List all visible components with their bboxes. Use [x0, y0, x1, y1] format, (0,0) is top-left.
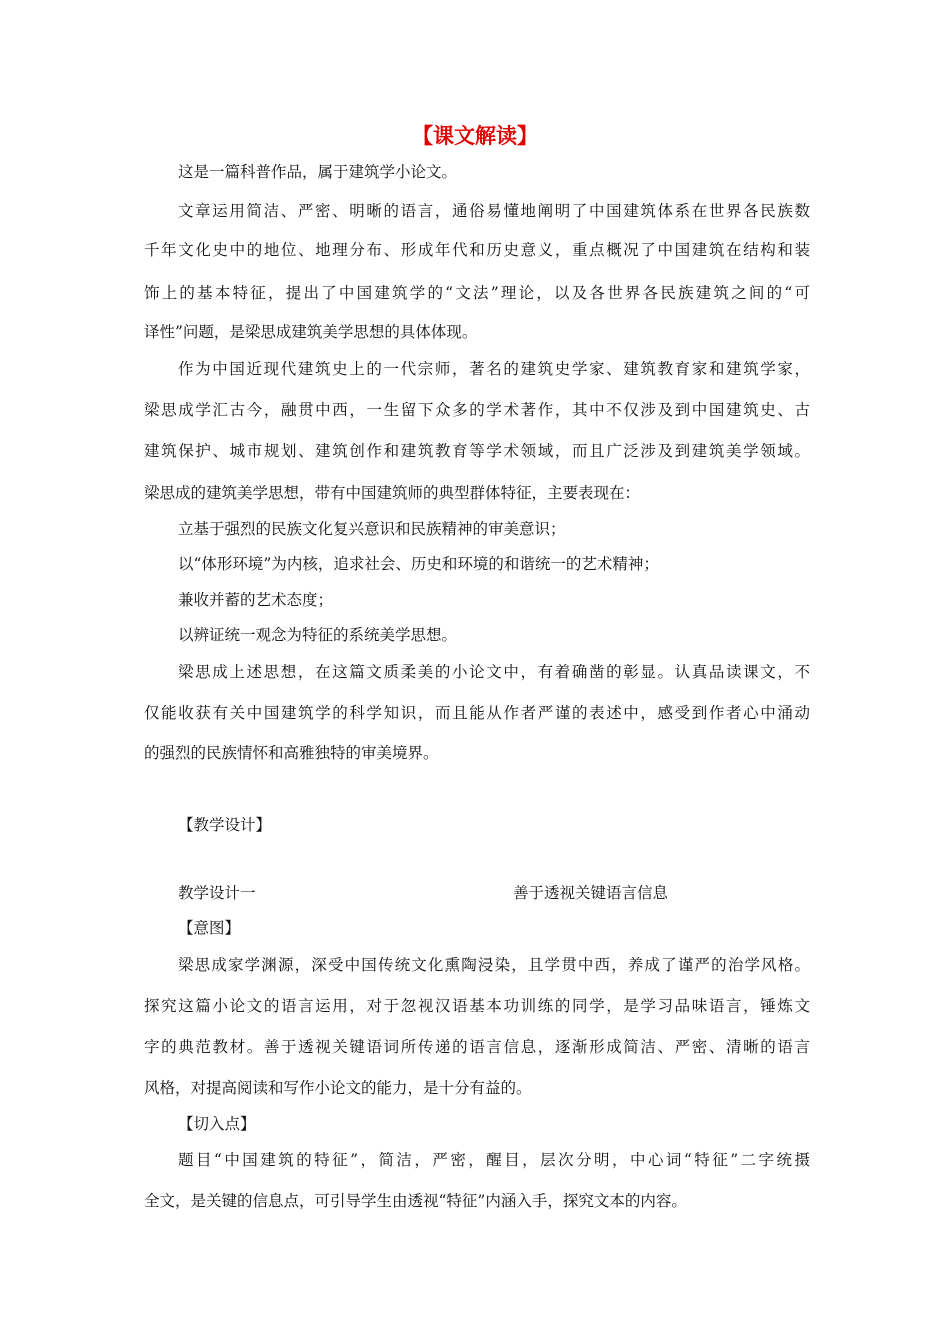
design-heading: 【教学设计】	[178, 816, 272, 834]
paragraph-line: 梁思成上述思想，在这篇文质柔美的小论文中，有着确凿的彰显。认真品读课文，不	[178, 663, 810, 681]
entry-heading: 【切入点】	[178, 1115, 256, 1133]
paragraph-line: 这是一篇科普作品，属于建筑学小论文。	[178, 163, 458, 181]
paragraph-line: 仅能收获有关中国建筑学的科学知识，而且能从作者严谨的表述中，感受到作者心中涌动	[144, 704, 810, 722]
paragraph-line: 探究这篇小论文的语言运用，对于忽视汉语基本功训练的同学，是学习品味语言，锤炼文	[144, 997, 810, 1015]
paragraph-line: 梁思成的建筑美学思想，带有中国建筑师的典型群体特征，主要表现在：	[144, 484, 641, 502]
paragraph-line: 风格，对提高阅读和写作小论文的能力，是十分有益的。	[144, 1079, 532, 1097]
paragraph-line: 梁思成学汇古今，融贯中西，一生留下众多的学术著作，其中不仅涉及到中国建筑史、古	[144, 401, 810, 419]
paragraph-line: 的强烈的民族情怀和高雅独特的审美境界。	[144, 744, 439, 762]
section-title: 【课文解读】	[412, 124, 538, 148]
list-item: 兼收并蓄的艺术态度；	[178, 591, 334, 609]
list-item: 以“体形环境”为内核，追求社会、历史和环境的和谐统一的艺术精神；	[178, 555, 659, 573]
list-item: 以辨证统一观念为特征的系统美学思想。	[178, 626, 458, 644]
paragraph-line: 建筑保护、城市规划、建筑创作和建筑教育等学术领域，而且广泛涉及到建筑美学领域。	[144, 442, 810, 460]
design-label: 教学设计一	[178, 884, 256, 902]
paragraph-line: 全文，是关键的信息点，可引导学生由透视“特征”内涵入手，探究文本的内容。	[144, 1192, 687, 1210]
intent-heading: 【意图】	[178, 919, 241, 937]
paragraph-line: 饰上的基本特征，提出了中国建筑学的“文法”理论，以及各世界各民族建筑之间的“可	[144, 284, 810, 302]
paragraph-line: 题目“中国建筑的特征”，简洁，严密，醒目，层次分明，中心词“特征”二字统摄	[178, 1151, 810, 1169]
list-item: 立基于强烈的民族文化复兴意识和民族精神的审美意识；	[178, 520, 566, 538]
paragraph-line: 千年文化史中的地位、地理分布、形成年代和历史意义，重点概况了中国建筑在结构和装	[144, 241, 810, 259]
design-title: 善于透视关键语言信息	[513, 884, 669, 902]
paragraph-line: 作为中国近现代建筑史上的一代宗师，著名的建筑史学家、建筑教育家和建筑学家，	[178, 360, 810, 378]
paragraph-line: 文章运用简洁、严密、明晰的语言，通俗易懂地阐明了中国建筑体系在世界各民族数	[178, 202, 810, 220]
paragraph-line: 梁思成家学渊源，深受中国传统文化熏陶浸染，且学贯中西，养成了谨严的治学风格。	[178, 956, 810, 974]
paragraph-line: 译性”问题，是梁思成建筑美学思想的具体体现。	[144, 323, 478, 341]
paragraph-line: 字的典范教材。善于透视关键语词所传递的语言信息，逐渐形成简洁、严密、清晰的语言	[144, 1038, 810, 1056]
